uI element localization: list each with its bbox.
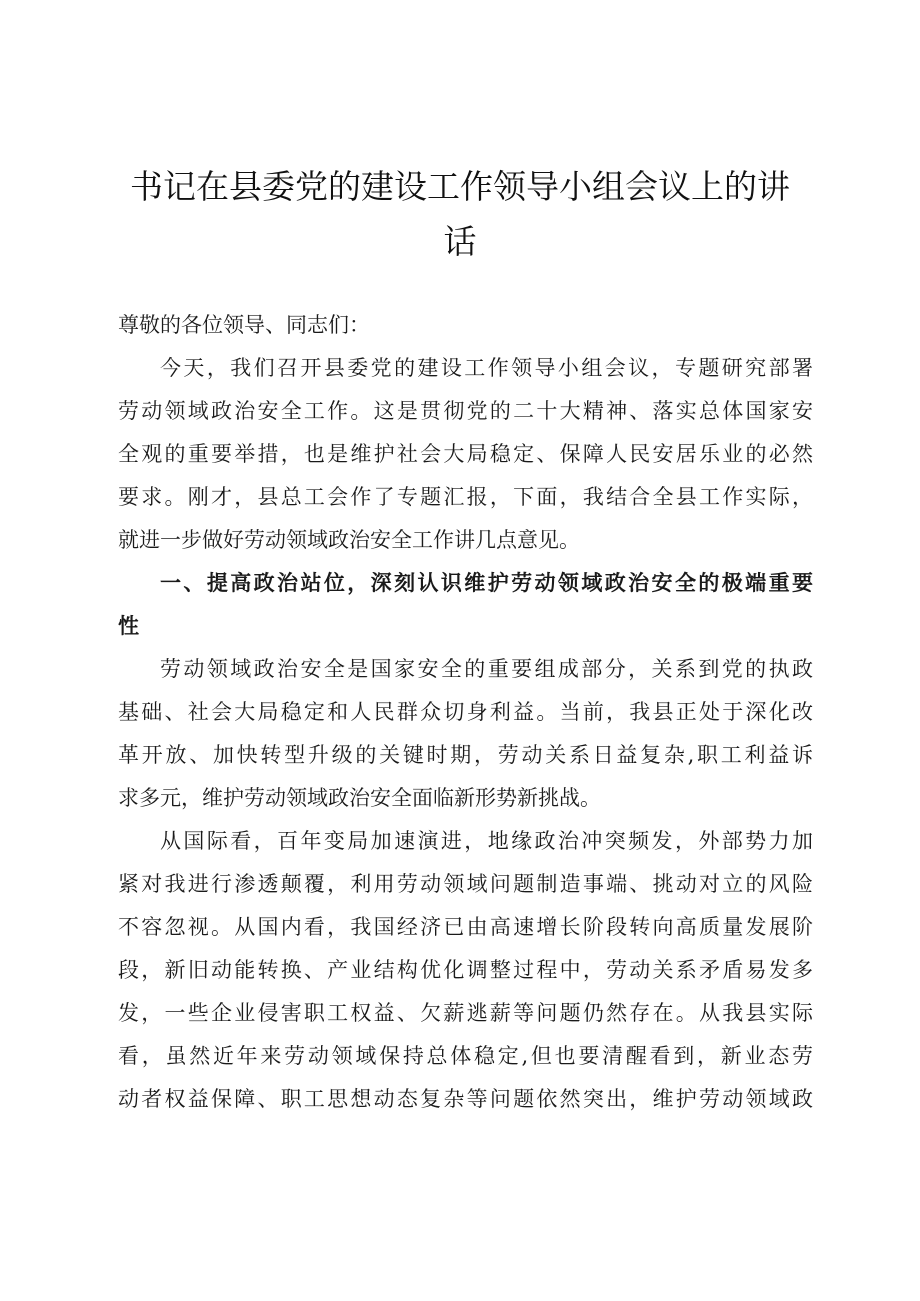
paragraph-3-line-7: 动者权益保障、职工思想动态复杂等问题依然突出，维护劳动领域政 [118, 1087, 813, 1111]
document-title-line-1: 书记在县委党的建设工作领导小组会议上的讲 [130, 167, 790, 206]
paragraph-3-line-5: 发，一些企业侵害职工权益、欠薪逃薪等问题仍然存在。从我县实际 [118, 1001, 813, 1025]
paragraph-2-line-3: 革开放、加快转型升级的关键时期，劳动关系日益复杂,职工利益诉 [118, 743, 813, 767]
section-heading-1-line-1: 一、提高政治站位，深刻认识维护劳动领域政治安全的极端重要 [160, 571, 813, 595]
paragraph-3-line-3: 不容忽视。从国内看，我国经济已由高速增长阶段转向高质量发展阶 [118, 915, 813, 939]
paragraph-1-line-5: 就进一步做好劳动领域政治安全工作讲几点意见。 [118, 528, 580, 552]
paragraph-2-line-2: 基础、社会大局稳定和人民群众切身利益。当前，我县正处于深化改 [118, 700, 813, 724]
paragraph-3-line-6: 看，虽然近年来劳动领域保持总体稳定,但也要清醒看到，新业态劳 [118, 1044, 813, 1068]
paragraph-2-line-1: 劳动领域政治安全是国家安全的重要组成部分，关系到党的执政 [160, 657, 813, 681]
paragraph-2-line-4: 求多元，维护劳动领域政治安全面临新形势新挑战。 [118, 786, 601, 810]
paragraph-1-line-2: 劳动领域政治安全工作。这是贯彻党的二十大精神、落实总体国家安 [118, 399, 813, 423]
paragraph-3-line-1: 从国际看，百年变局加速演进，地缘政治冲突频发，外部势力加 [160, 829, 813, 853]
paragraph-3-line-2: 紧对我进行渗透颠覆，利用劳动领域问题制造事端、挑动对立的风险 [118, 872, 813, 896]
paragraph-3-line-4: 段，新旧动能转换、产业结构优化调整过程中，劳动关系矛盾易发多 [118, 958, 813, 982]
paragraph-1-line-3: 全观的重要举措，也是维护社会大局稳定、保障人民安居乐业的必然 [118, 442, 813, 466]
document-title-line-2: 话 [443, 222, 477, 261]
paragraph-1-line-4: 要求。刚才，县总工会作了专题汇报，下面，我结合全县工作实际， [118, 485, 813, 509]
section-heading-1-line-2: 性 [118, 614, 139, 638]
paragraph-1-line-1: 今天，我们召开县委党的建设工作领导小组会议，专题研究部署 [160, 356, 813, 380]
salutation: 尊敬的各位领导、同志们： [118, 313, 370, 337]
